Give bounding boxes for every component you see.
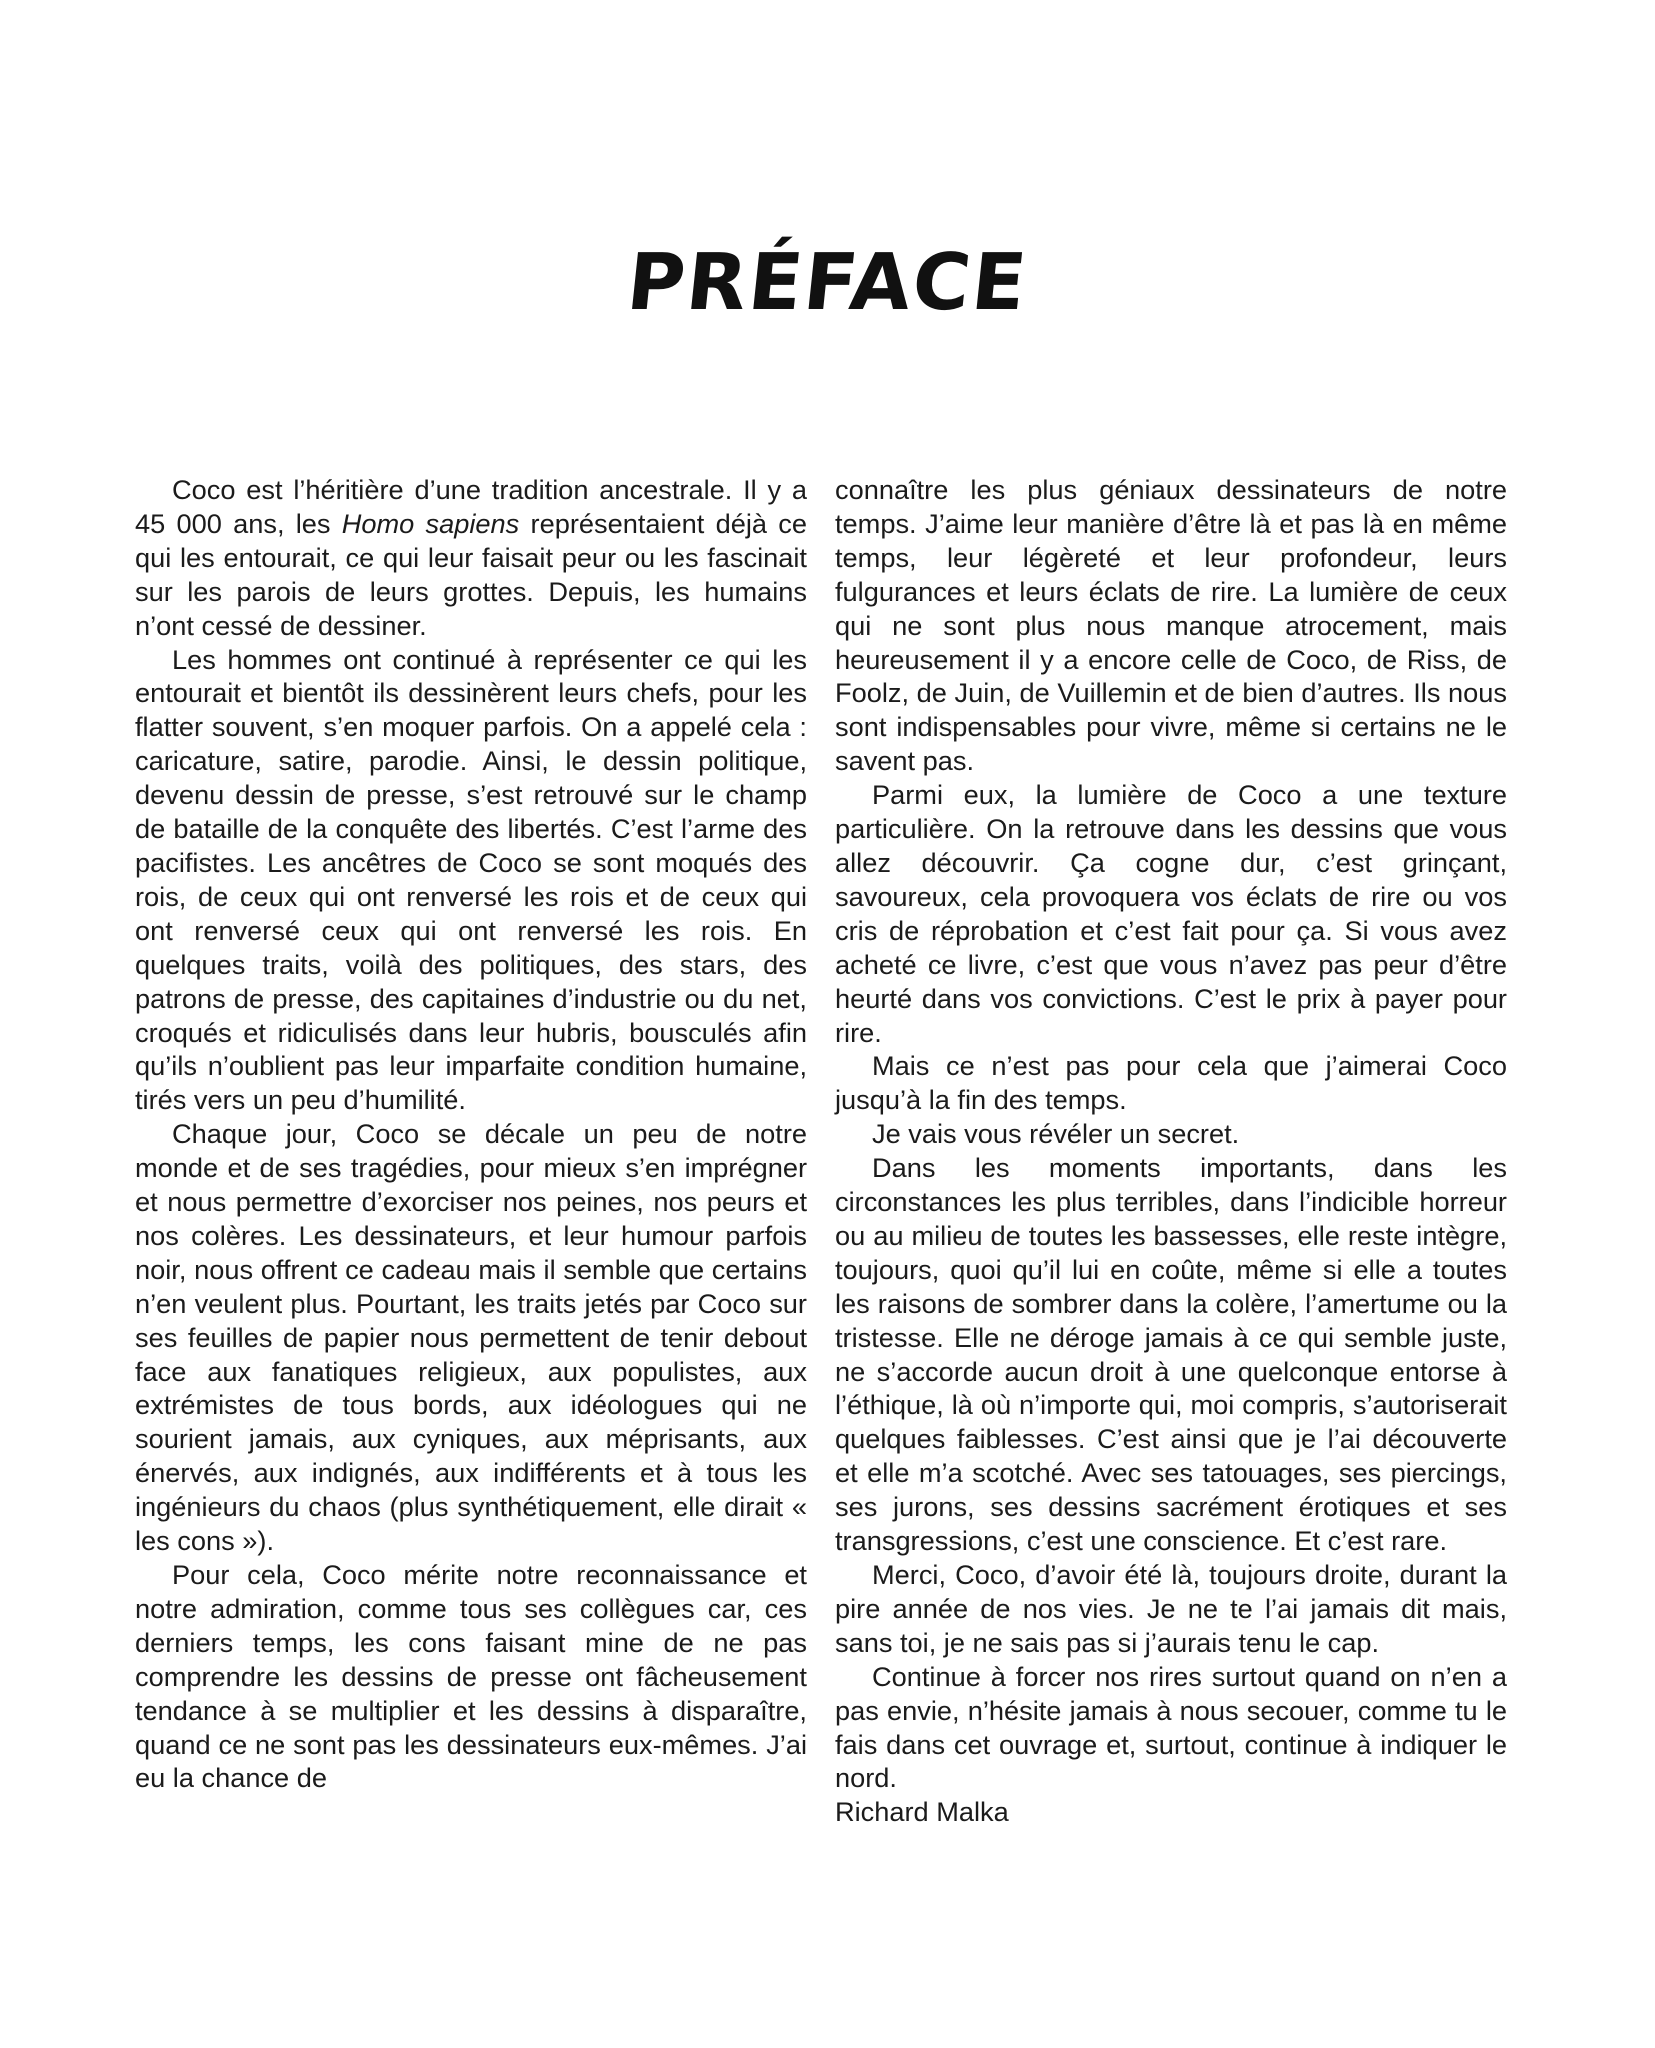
paragraph: Pour cela, Coco mérite notre reconnaissance et notre admiration, comme tous ses collègues car, ces derniers temps, les cons faisant mine de ne pas comprendre les dessins de presse ont fâcheusement tendance à se multiplier et les dessins à disparaître, quand ce ne sont pas les dessinateurs eux-mêmes. J’ai eu la chance de (135, 1559, 807, 1794)
paragraph: Mais ce n’est pas pour cela que j’aimerai Coco jusqu’à la fin des temps. (835, 1050, 1507, 1116)
paragraph: Continue à forcer nos rires surtout quand on n’en a pas envie, n’hésite jamais à nous secouer, comme tu le fais dans cet ouvrage et, surtout, continue à indiquer le nord. (835, 1660, 1507, 1794)
paragraph-continued: connaître les plus géniaux dessinateurs de notre temps. J’aime leur manière d’être là et pas là en même temps, leur légèreté et leur profondeur, leurs fulgurances et leurs éclats de rire. La lumière de ceux qui ne sont plus nous manque atrocement, mais heureusement il y a encore celle de Coco, de Riss, de Foolz, de Juin, de Vuillemin et de bien d’autres. Ils nous sont indispensables pour vivre, même si certains ne le savent pas. (835, 474, 1507, 777)
paragraph: Parmi eux, la lumière de Coco a une texture particulière. On la retrouve dans les dessins que vous allez découvrir. Ça cogne dur, c’est grinçant, savoureux, cela provoquera vos éclats de rire ou vos cris de réprobation et c’est fait pour ça. Si vous avez acheté ce livre, c’est que vous n’avez pas peur d’être heurté dans vos convictions. C’est le prix à payer pour rire. (835, 779, 1507, 1048)
paragraph: Coco est l’héritière d’une tradition ancestrale. Il y a 45 000 ans, les Homo sapiens représentaient déjà ce qui les entourait, ce qui leur faisait peur ou les fascinait sur les parois de leurs grottes. Depuis, les humains n’ont cessé de dessiner. (135, 474, 807, 641)
right-column (835, 473, 1507, 1829)
paragraph: Dans les moments importants, dans les circonstances les plus terribles, dans l’indicible horreur ou au milieu de toutes les bassesses, elle reste intègre, toujours, quoi qu’il lui en coûte, même si elle a toutes les raisons de sombrer dans la colère, l’amertume ou la tristesse. Elle ne déroge jamais à ce qui semble juste, ne s’accorde aucun droit à une quelconque entorse à l’éthique, là où n’importe qui, moi compris, s’autoriserait quelques faiblesses. C’est ainsi que je l’ai découverte et elle m’a scotché. Avec ses tatouages, ses piercings, ses jurons, ses dessins sacrément érotiques et ses transgressions, c’est une conscience. Et c’est rare. (835, 1152, 1507, 1557)
page-title: PRÉFACE (622, 238, 1033, 328)
paragraph: Les hommes ont continué à représenter ce qui les entourait et bientôt ils dessinèrent leurs chefs, pour les flatter souvent, s’en moquer parfois. On a appelé cela : caricature, satire, parodie. Ainsi, le dessin politique, devenu dessin de presse, s’est retrouvé sur le champ de bataille de la conquête des libertés. C’est l’arme des pacifistes. Les ancêtres de Coco se sont moqués des rois, de ceux qui ont renversé les rois et de ceux qui ont renversé ceux qui ont renversé les rois. En quelques traits, voilà des politiques, des stars, des patrons de presse, des capitaines d’industrie ou du net, croqués et ridiculisés dans leur hubris, bousculés afin qu’ils n’oublient pas leur imparfaite condition humaine, tirés vers un peu d’humilité. (135, 643, 807, 1116)
paragraph: Chaque jour, Coco se décale un peu de notre monde et de ses tragédies, pour mieux s’en imprégner et nous permettre d’exorciser nos peines, nos peurs et nos colères. Les dessinateurs, et leur humour parfois noir, nous offrent ce cadeau mais il semble que certains n’en veulent plus. Pourtant, les traits jetés par Coco sur ses feuilles de papier nous permettent de tenir debout face aux fanatiques religieux, aux populistes, aux extrémistes de tous bords, aux idéologues qui ne sourient jamais, aux cyniques, aux méprisants, aux énervés, aux indignés, aux indifférents et à tous les ingénieurs du chaos (plus synthétiquement, elle dirait « les cons »). (135, 1118, 807, 1557)
left-column (135, 473, 807, 1795)
paragraph: Merci, Coco, d’avoir été là, toujours droite, durant la pire année de nos vies. Je ne te l’ai jamais dit mais, sans toi, je ne sais pas si j’aurais tenu le cap. (835, 1559, 1507, 1658)
author-signature: Richard Malka (835, 1796, 1009, 1828)
emphasis-homo-sapiens: Homo sapiens (341, 507, 520, 539)
paragraph: Je vais vous révéler un secret. (872, 1118, 1240, 1150)
